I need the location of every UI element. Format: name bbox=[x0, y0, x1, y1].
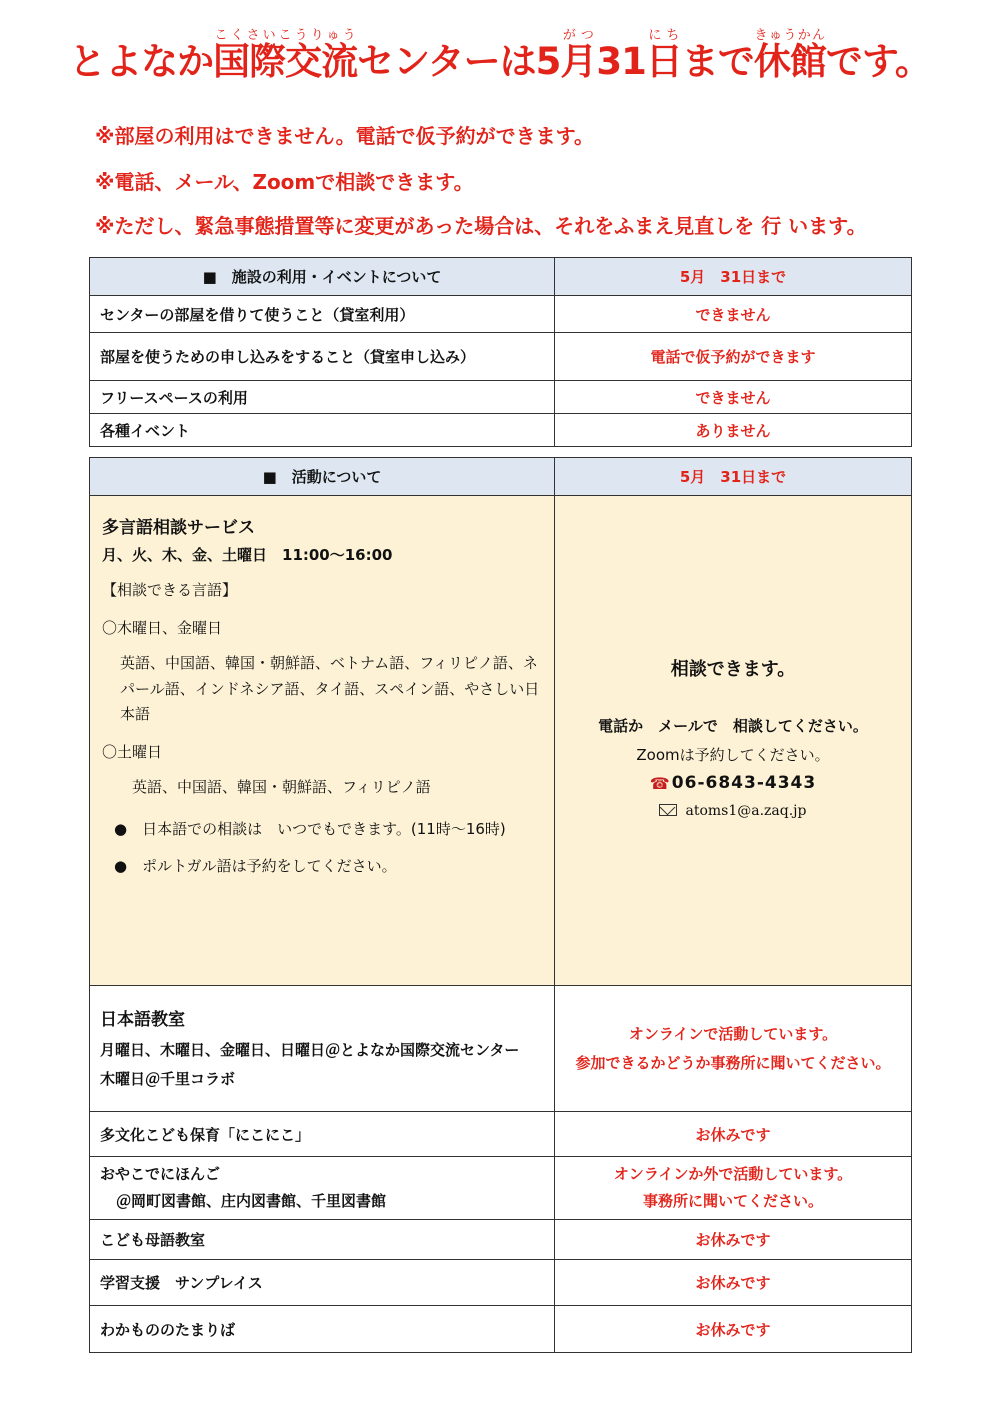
activities-header-left: ■ 活動について bbox=[90, 458, 555, 496]
notice-consultation: ※電話、メール、Zoomで相談できます。 bbox=[95, 170, 474, 194]
facility-header-right: 5月 31日まで bbox=[555, 258, 912, 296]
facility-header-left: ■ 施設の利用・イベントについて bbox=[90, 258, 555, 296]
row-status bbox=[555, 1157, 912, 1220]
table-row bbox=[90, 1220, 912, 1260]
row-label: 部屋を使うための申し込みをすること（貸室申し込み） bbox=[90, 333, 555, 381]
consult-service-title: 多言語相談サービス bbox=[102, 518, 255, 538]
notice-review: ※ただし、緊急事態措置等に変更があった場合は、それをふまえ見直しを 行 います。 bbox=[95, 214, 867, 238]
row-detail: 月曜日、木曜日、金曜日、日曜日＠とよなか国際交流センター bbox=[100, 1041, 520, 1060]
row-status: できません bbox=[555, 381, 912, 414]
row-detail: ＠岡町図書館、庄内図書館、千里図書館 bbox=[116, 1192, 387, 1210]
consult-zoom-instruction: Zoomは予約してください。 bbox=[636, 745, 830, 764]
consult-service-status bbox=[555, 496, 912, 986]
consult-service-details bbox=[90, 496, 555, 986]
phone-icon: ☎ bbox=[649, 773, 670, 793]
table-row bbox=[90, 1260, 912, 1306]
row-label: 学習支援 サンプレイス bbox=[90, 1260, 555, 1306]
mail-icon bbox=[659, 804, 677, 816]
row-detail: 木曜日＠千里コラボ bbox=[100, 1069, 236, 1088]
row-status-line: 参加できるかどうか事務所に聞いてください。 bbox=[575, 1053, 891, 1072]
activities-header-right: 5月 31日まで bbox=[555, 458, 912, 496]
row-label: こども母語教室 bbox=[90, 1220, 555, 1260]
consult-group1-languages: 英語、中国語、韓国・朝鮮語、ベトナム語、フィリピノ語、ネパール語、インドネシア語、タイ語、スペイン語、やさしい日本語 bbox=[120, 654, 540, 724]
table-row bbox=[90, 1157, 912, 1220]
row-status-line: オンラインで活動しています。 bbox=[628, 1025, 838, 1043]
row-status: お休みです bbox=[555, 1112, 912, 1157]
consult-service-days: 月、火、木、金、土曜日 11:00～16:00 bbox=[102, 545, 393, 564]
row-label bbox=[90, 986, 555, 1112]
consult-group2-heading: 〇土曜日 bbox=[102, 742, 163, 761]
consult-available: 相談できます。 bbox=[670, 658, 796, 680]
table-row bbox=[90, 414, 912, 447]
consult-group1-heading: 〇木曜日、金曜日 bbox=[102, 618, 223, 637]
row-status: お休みです bbox=[555, 1306, 912, 1353]
row-status: お休みです bbox=[555, 1220, 912, 1260]
row-label: 各種イベント bbox=[90, 414, 555, 447]
consult-bullet-japanese: ● 日本語での相談は いつでもできます。(11時～16時) bbox=[114, 819, 506, 838]
row-status-line: 事務所に聞いてください。 bbox=[642, 1192, 823, 1210]
table-row bbox=[90, 381, 912, 414]
row-status-line: オンラインか外で活動しています。 bbox=[613, 1165, 853, 1183]
facility-table bbox=[89, 257, 912, 447]
row-label: わかもののたまりば bbox=[90, 1306, 555, 1353]
row-status: 電話で仮予約ができます bbox=[555, 333, 912, 381]
phone-number[interactable]: 06-6843-4343 bbox=[671, 772, 817, 793]
table-row bbox=[90, 296, 912, 333]
row-status: できません bbox=[555, 296, 912, 333]
row-label bbox=[90, 1157, 555, 1220]
row-title: 日本語教室 bbox=[100, 1009, 185, 1030]
page-title: とよなか国際交流こくさいこうりゅうセンターは5月がつ31日にちまで休館きゅうかんです。 bbox=[69, 28, 931, 83]
row-label: センターの部屋を借りて使うこと（貸室利用） bbox=[90, 296, 555, 333]
consult-languages-heading: 【相談できる言語】 bbox=[102, 581, 238, 600]
row-title: おやこでにほんご bbox=[100, 1165, 221, 1183]
email-address[interactable]: atoms1@a.zaq.jp bbox=[685, 802, 807, 819]
row-status: ありません bbox=[555, 414, 912, 447]
row-status: お休みです bbox=[555, 1260, 912, 1306]
notice-room-use: ※部屋の利用はできません。電話で仮予約ができます。 bbox=[95, 124, 595, 148]
table-row bbox=[90, 496, 912, 986]
row-label: フリースペースの利用 bbox=[90, 381, 555, 414]
table-row bbox=[90, 333, 912, 381]
table-row bbox=[90, 986, 912, 1112]
table-row bbox=[90, 1112, 912, 1157]
consult-group2-languages: 英語、中国語、韓国・朝鮮語、フィリピノ語 bbox=[132, 778, 431, 797]
consult-contact-instruction: 電話か メールで 相談してください。 bbox=[598, 716, 868, 735]
consult-bullet-portuguese: ● ポルトガル語は予約をしてください。 bbox=[114, 857, 397, 876]
row-label: 多文化こども保育「にこにこ」 bbox=[90, 1112, 555, 1157]
activities-table bbox=[89, 457, 912, 1353]
table-row bbox=[90, 1306, 912, 1353]
row-status bbox=[555, 986, 912, 1112]
